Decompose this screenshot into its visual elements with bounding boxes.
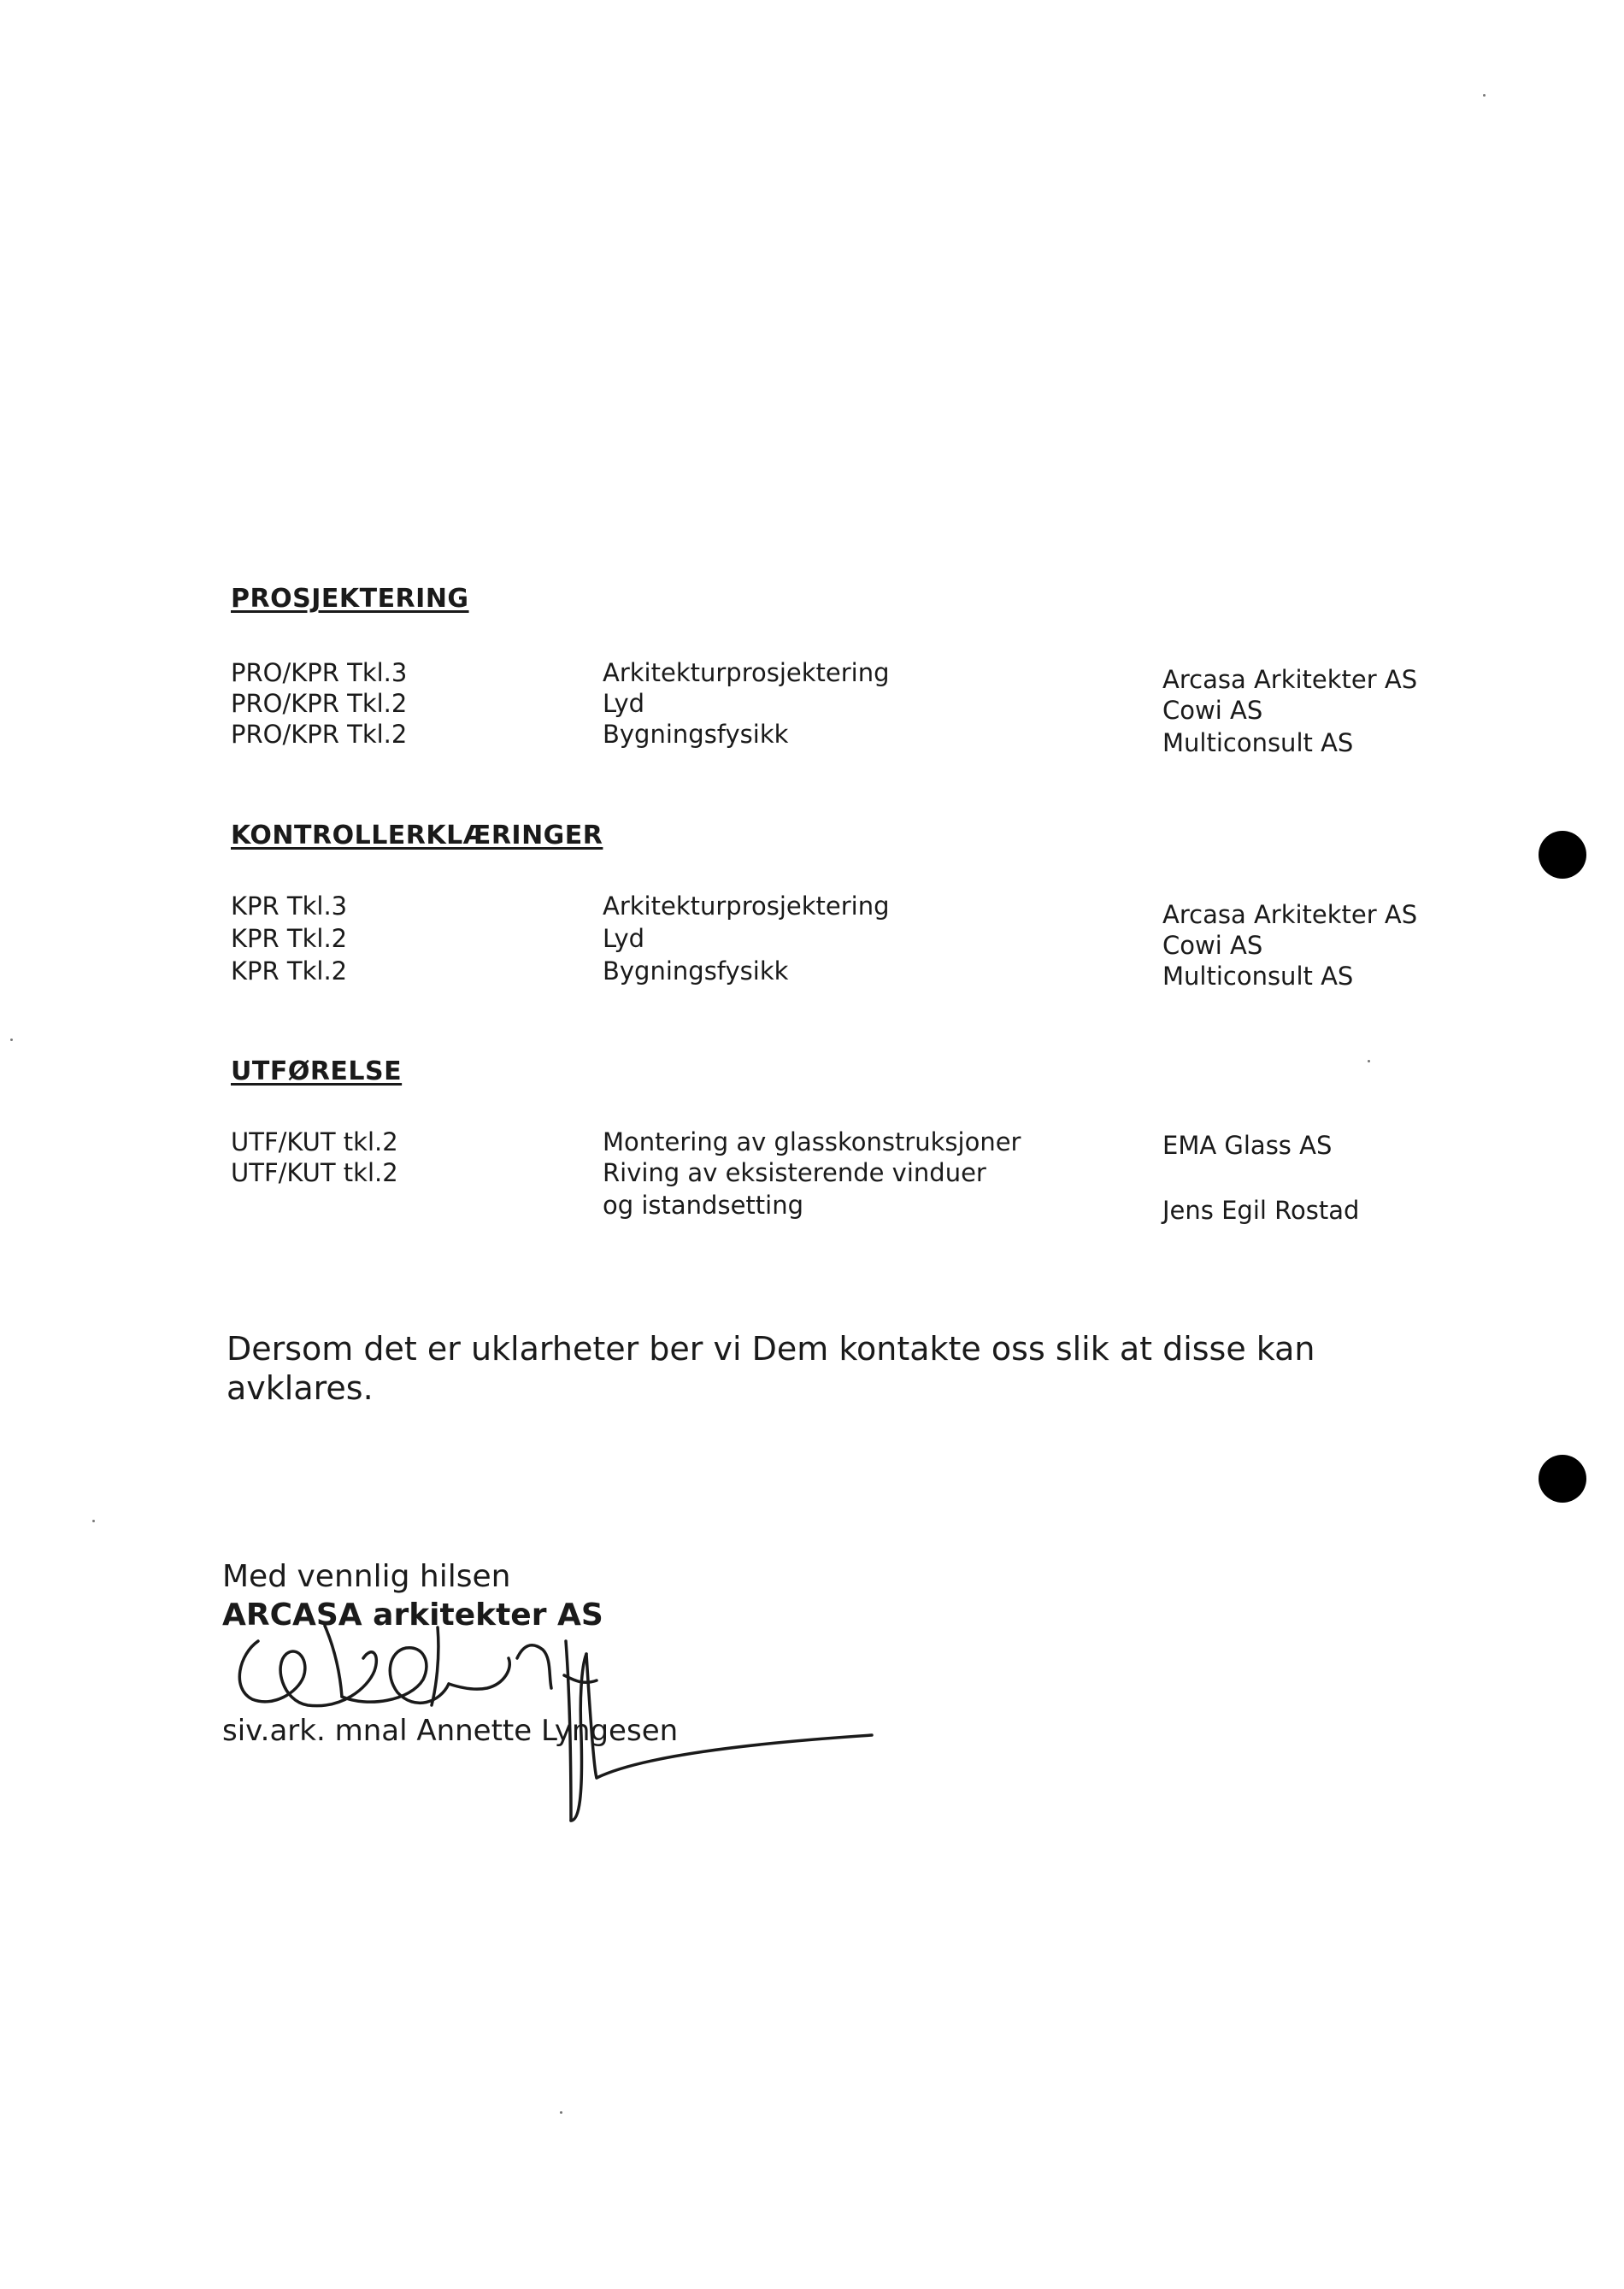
- punch-hole-upper: [1539, 831, 1586, 879]
- handwritten-signature: [214, 1607, 915, 1863]
- prosjektering-code-2: PRO/KPR Tkl.2: [231, 689, 408, 718]
- utforelse-description-2: Riving av eksisterende vinduer: [603, 1158, 986, 1187]
- section-heading-utforelse: UTFØRELSE: [231, 1056, 403, 1086]
- kontroll-description-3: Bygningsfysikk: [603, 956, 789, 986]
- prosjektering-description-3: Bygningsfysikk: [603, 720, 789, 749]
- greeting: Med vennlig hilsen: [222, 1559, 511, 1594]
- kontroll-code-1: KPR Tkl.3: [231, 891, 348, 921]
- closing-paragraph: Dersom det er uklarheter ber vi Dem kontakte oss slik at disse kan avklares.: [227, 1330, 1315, 1407]
- signer-name: siv.ark. mnal Annette Lyngesen: [222, 1714, 679, 1748]
- company-name: ARCASA arkitekter AS: [222, 1598, 603, 1633]
- prosjektering-firm-2: Cowi AS: [1162, 696, 1263, 725]
- kontroll-description-1: Arkitekturprosjektering: [603, 891, 890, 921]
- prosjektering-code-1: PRO/KPR Tkl.3: [231, 658, 408, 687]
- prosjektering-firm-1: Arcasa Arkitekter AS: [1162, 665, 1418, 694]
- kontroll-code-2: KPR Tkl.2: [231, 924, 348, 953]
- section-heading-kontroll: KONTROLLERKLÆRINGER: [231, 821, 603, 850]
- kontroll-firm-2: Cowi AS: [1162, 931, 1263, 960]
- prosjektering-description-2: Lyd: [603, 689, 645, 718]
- prosjektering-firm-3: Multiconsult AS: [1162, 728, 1354, 757]
- utforelse-firm-2: Jens Egil Rostad: [1162, 1196, 1360, 1225]
- punch-hole-lower: [1539, 1455, 1586, 1503]
- utforelse-code-1: UTF/KUT tkl.2: [231, 1127, 398, 1156]
- kontroll-code-3: KPR Tkl.2: [231, 956, 348, 986]
- kontroll-description-2: Lyd: [603, 924, 645, 953]
- scan-speck: [1483, 94, 1486, 97]
- kontroll-firm-3: Multiconsult AS: [1162, 962, 1354, 991]
- utforelse-firm-1: EMA Glass AS: [1162, 1131, 1333, 1160]
- utforelse-description-1: Montering av glasskonstruksjoner: [603, 1127, 1021, 1156]
- prosjektering-code-3: PRO/KPR Tkl.2: [231, 720, 408, 749]
- section-heading-prosjektering: PROSJEKTERING: [231, 584, 469, 614]
- utforelse-code-2: UTF/KUT tkl.2: [231, 1158, 398, 1187]
- kontroll-firm-1: Arcasa Arkitekter AS: [1162, 900, 1418, 929]
- prosjektering-description-1: Arkitekturprosjektering: [603, 658, 890, 687]
- scan-speck: [92, 1520, 95, 1522]
- scan-speck: [10, 1039, 13, 1041]
- utforelse-description-2-line2: og istandsetting: [603, 1191, 804, 1220]
- scan-speck: [1368, 1060, 1370, 1062]
- scan-speck: [560, 2111, 562, 2114]
